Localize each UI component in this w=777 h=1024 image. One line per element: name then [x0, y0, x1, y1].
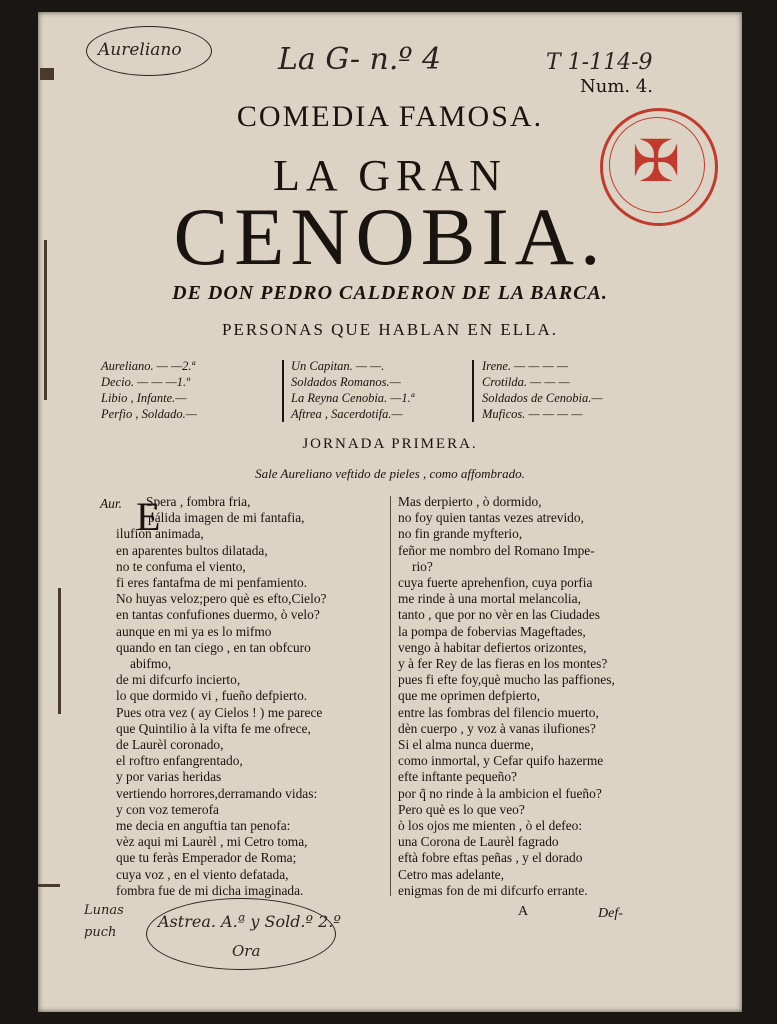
title-cenobia: CENOBIA. [173, 191, 607, 282]
verse-line: me decia en anguftia tan penofa: [116, 818, 291, 834]
cast-entry: Soldados de Cenobia.— [482, 391, 603, 405]
verse-line: ilufion animada, [116, 526, 204, 542]
verse-line: no fin grande myfterio, [398, 526, 523, 542]
cast-entry: Crotilda. — — — [482, 375, 570, 389]
issue-number: Num. 4. [580, 76, 654, 97]
verse-line: y à fer Rey de las fieras en los montes? [398, 656, 608, 672]
cast-entry: Perfio , Soldado.— [101, 407, 197, 421]
cast-divider [472, 360, 474, 422]
binding-thread [40, 68, 54, 80]
verse-line: tanto , que por no vèr en las Ciudades [398, 607, 600, 623]
verse-line: en aparentes bultos dilatada, [116, 542, 268, 558]
title-la-gran: LA GRAN [273, 151, 507, 200]
cast-entry: Decio. — — —1.º [101, 375, 190, 389]
verse-line: que Quintilio à la vifta fe me ofrece, [116, 720, 311, 736]
verse-line: y con voz temerofa [116, 801, 219, 817]
verse-line: que tu feràs Emperador de Roma; [116, 850, 297, 866]
verse-line: cuya voz , en el viento defatada, [116, 866, 289, 882]
signature-mark: A [518, 904, 529, 919]
verse-line: abifmo, [130, 656, 172, 672]
verse-line: que me oprimen defpierto, [398, 688, 541, 704]
cast-column-1 [101, 358, 197, 422]
verse-line: pálida imagen de mi fantafia, [148, 510, 305, 526]
speaker-label: Aur. [100, 496, 122, 511]
cast-entry: Un Capitan. — —. [291, 359, 385, 373]
verse-line: la pompa de fobervias Mageftades, [398, 623, 586, 639]
verse-line: efte inftante pequeño? [398, 769, 517, 785]
handwritten-shelfmark: La G- n.º 4 [278, 42, 442, 77]
cast-entry: Aureliano. — —2.ª [101, 359, 195, 373]
cast-entry: Aftrea , Sacerdotifa.— [291, 407, 403, 421]
act-heading: JORNADA PRIMERA. [302, 436, 478, 452]
binding-thread [38, 884, 60, 887]
verse-line: vèz aqui mi Laurèl , mi Cetro toma, [116, 834, 308, 850]
stage-direction: Sale Aureliano veftido de pieles , como affombrado. [255, 466, 525, 481]
author-line: DE DON PEDRO CALDERON DE LA BARCA. [172, 282, 608, 304]
verse-line: de mi difcurfo incierto, [116, 672, 241, 688]
cast-entry: La Reyna Cenobia. —1.ª [291, 391, 415, 405]
cast-entry: Soldados Romanos.— [291, 375, 401, 389]
verse-line: eftà fobre eftas peñas , y el dorado [398, 850, 583, 866]
verse-line: feñor me nombro del Romano Impe- [398, 542, 595, 558]
verse-line: no te confuma el viento, [116, 558, 246, 574]
cast-entry: Muficos. — — — — [482, 407, 583, 421]
cross-emblem-icon: ✠ [631, 127, 681, 195]
verse-line: una Corona de Laurèl fagrado [398, 834, 559, 850]
verse-line: dèn cuerpo , y voz à vanas ilufiones? [398, 720, 596, 736]
verse-line: Si el alma nunca duerme, [398, 737, 534, 753]
dramatis-personae-heading: PERSONAS QUE HABLAN EN ELLA. [221, 320, 559, 339]
column-rule [390, 496, 391, 896]
cast-entry: Libio , Infante.— [101, 391, 187, 405]
cast-column-2 [291, 358, 414, 422]
drop-cap: E [136, 494, 161, 539]
verse-line: no foy quien tantas vezes atrevido, [398, 510, 584, 526]
handwritten-aureliano: Aureliano [98, 40, 182, 60]
verse-line: lo que dormido vi , fueño defpierto. [116, 688, 308, 704]
verse-line: Spera , fombra fria, [146, 494, 251, 509]
verse-line: vertiendo horrores,derramando vidas: [116, 785, 318, 801]
handwritten-catalog-number: T 1-114-9 [546, 50, 653, 75]
verse-line: cuya fuerte aprehenfion, cuya porfia [398, 575, 593, 591]
verse-line: me rinde à una mortal melancolia, [398, 591, 581, 607]
verse-line: Pero què es lo que veo? [398, 801, 525, 817]
verse-line: vengo à habitar defiertos orizontes, [398, 639, 587, 655]
verse-line: entre las fombras del filencio muerto, [398, 704, 599, 720]
cast-column-3 [482, 358, 602, 422]
verse-line: fi eres fantafma de mi penfamiento. [116, 575, 308, 591]
verse-line: Pues otra vez ( ay Cielos ! ) me parece [116, 704, 323, 720]
verse-column-left [116, 494, 326, 899]
verse-line: Cetro mas adelante, [398, 866, 504, 882]
catchword: Def- [598, 906, 623, 921]
handwritten-cast-note: Astrea. A.ª y Sold.º 2.º [158, 912, 341, 931]
handwritten-cast-note-2: Ora [232, 942, 261, 960]
handwritten-margin-note: Lunas puch [84, 903, 124, 940]
verse-line: pues fi efte foy,què mucho las paffiones, [398, 672, 615, 688]
verse-line: el roftro enfangrentado, [116, 753, 243, 769]
cast-divider [282, 360, 284, 422]
verse-line: No huyas veloz;pero què es efto,Cielo? [116, 591, 327, 607]
verse-line: quando en tan ciego , en tan obfcuro [116, 639, 311, 655]
verse-line: por q̃ no rinde à la ambicion el fueño? [398, 785, 602, 801]
book-page [38, 12, 742, 1012]
cast-entry: Irene. — — — — [482, 359, 568, 373]
verse-line: Mas derpierto , ò dormido, [398, 494, 542, 509]
verse-line: como inmortal, y Cefar quifo hazerme [398, 753, 604, 769]
verse-line: rio? [412, 558, 433, 574]
verse-column-right [398, 494, 615, 899]
verse-line: en tantas confufiones duermo, ò velo? [116, 607, 320, 623]
binding-thread [58, 588, 61, 714]
verse-line: ò los ojos me mienten , ò el defeo: [398, 818, 583, 834]
verse-line: fombra fue de mi dicha imaginada. [116, 882, 304, 898]
verse-line: de Laurèl coronado, [116, 737, 224, 753]
verse-line: y por varias heridas [116, 769, 222, 785]
verse-line: enigmas fon de mi difcurfo errante. [398, 882, 588, 898]
verse-line: aunque en mi ya es lo mifmo [116, 623, 272, 639]
comedia-famosa: COMEDIA FAMOSA. [236, 100, 544, 133]
